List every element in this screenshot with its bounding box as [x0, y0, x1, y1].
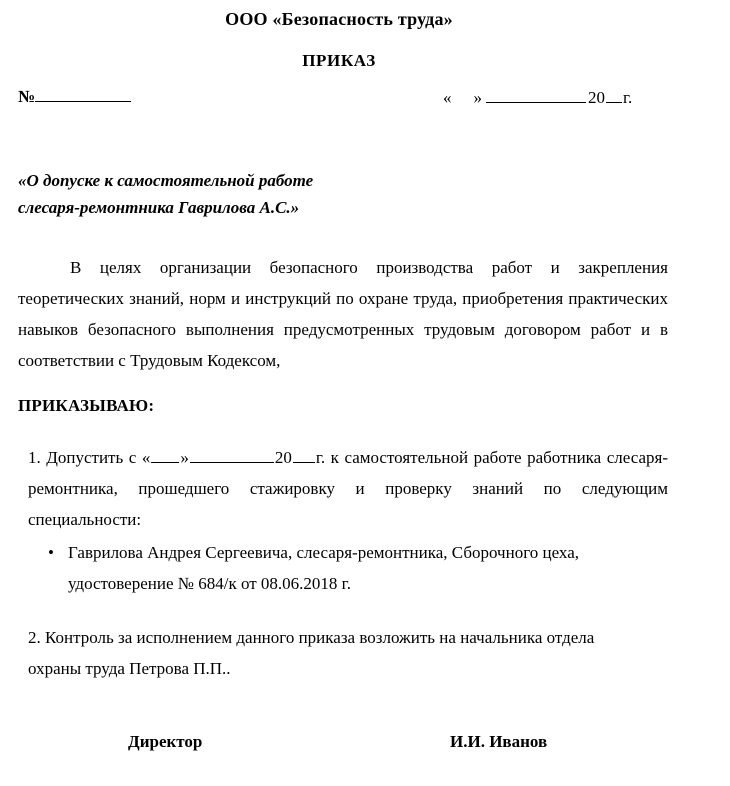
- item-1-month-blank: [190, 447, 274, 463]
- item-2-line-2: охраны труда Петрова П.П..: [28, 659, 231, 678]
- item-1-day-blank: [151, 447, 179, 463]
- order-item-2: [28, 622, 668, 684]
- number-date-row: [18, 86, 668, 112]
- item-1-quote-close: »: [180, 448, 189, 467]
- order-item-1: [28, 442, 668, 535]
- document-subject: [18, 167, 578, 221]
- item-2-line-1: 2. Контроль за исполнением данного приказа возложить на начальника отдела: [28, 628, 595, 647]
- order-verb-heading: ПРИКАЗЫВАЮ:: [18, 396, 155, 415]
- signature-row: [0, 732, 678, 760]
- date-year-blank: [606, 87, 622, 103]
- signer-position: Директор: [128, 732, 203, 751]
- bullet-icon: •: [48, 543, 54, 562]
- list-item-text: [68, 537, 668, 599]
- organization-name: ООО «Безопасность труда»: [225, 9, 453, 29]
- date-quote-open: «: [443, 88, 452, 107]
- signer-name: И.И. Иванов: [450, 732, 548, 751]
- item-1-quote-open: «: [141, 448, 151, 467]
- date-year-prefix: 20: [588, 88, 605, 107]
- list-item-line-2: удостоверение № 684/к от 08.06.2018 г.: [68, 574, 351, 593]
- date-month-blank: [486, 87, 586, 103]
- date-quote-close: »: [473, 88, 482, 107]
- item-1-prefix: 1. Допустить с: [28, 448, 137, 467]
- item-1-suffix: к самостоятельной работе работника слесаря-ремонтника, прошедшего стажировку и проверку знаний по следующим специальности:: [28, 448, 669, 529]
- list-item-line-1: Гаврилова Андрея Сергеевича, слесаря-ремонтника, Сборочного цеха,: [68, 543, 579, 562]
- date-year-suffix: г.: [623, 88, 633, 107]
- item-1-year-prefix: 20: [274, 448, 292, 467]
- document-date-field: [443, 87, 632, 108]
- subject-line-2: слесаря-ремонтника Гаврилова А.С.»: [18, 198, 300, 217]
- number-sign-label: №: [18, 87, 36, 106]
- document-number-blank: [35, 86, 131, 102]
- list-item: [48, 537, 668, 599]
- subject-line-1: «О допуске к самостоятельной работе: [18, 171, 314, 190]
- item-1-year-suffix: г.: [315, 448, 326, 467]
- document-type-heading: ПРИКАЗ: [302, 51, 376, 70]
- item-1-year-blank: [293, 447, 315, 463]
- preamble-paragraph: В целях организации безопасного производства работ и закрепления теоретических знаний, норм и инструкций по охране труда, приобретения практических навыков безопасного выполнения предусмотренных трудовым договором работ и в соответствии с Трудовым Кодексом,: [18, 258, 668, 370]
- document-number-field: [18, 86, 131, 107]
